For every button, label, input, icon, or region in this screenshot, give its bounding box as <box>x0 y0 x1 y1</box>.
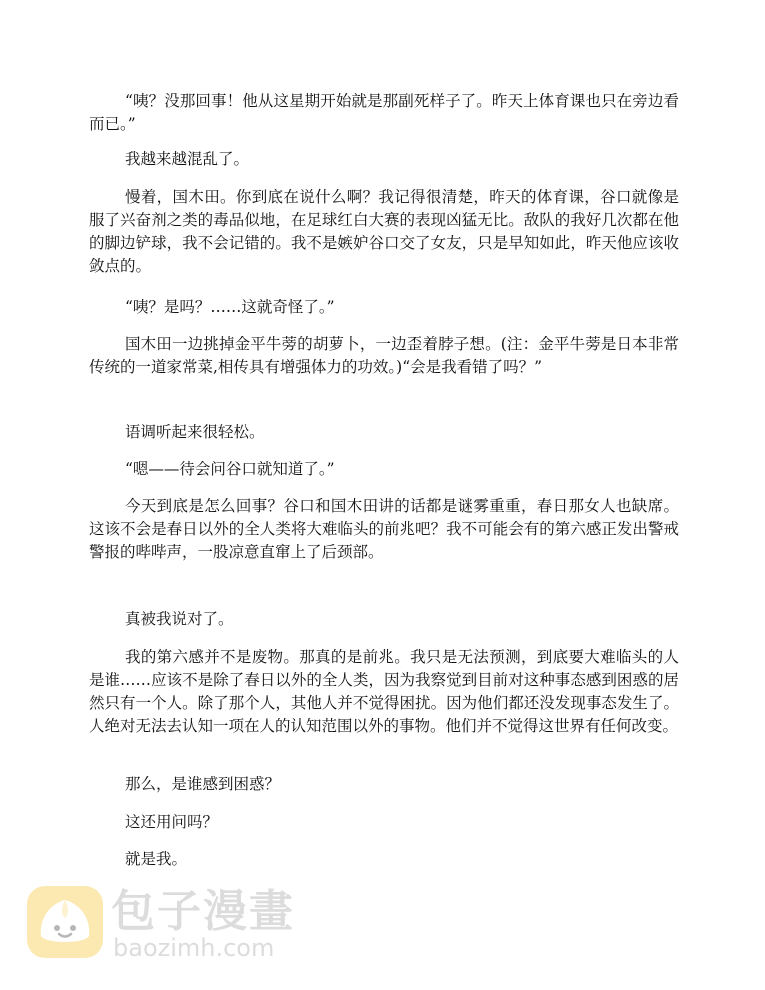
steamed-bun-logo-icon <box>25 884 105 960</box>
paragraph-4: “咦？是吗？……这就奇怪了。” <box>125 298 335 316</box>
paragraph-10: 我的第六感并不是废物。那真的是前兆。我只是无法预测，到底要大难临头的人是谁……应该不是除了春日以外的全人类，因为我察觉到目前对这种事态感到困惑的居然只有一个人。除了那个人，其他人并不觉得困扰。因为他们都还没发现事态发生了。人绝对无法去认知一项在人的认知范围以外的事物。他们并不觉得这世界有任何改变。 <box>89 648 679 735</box>
paragraph-6: 语调听起来很轻松。 <box>125 423 265 441</box>
paragraph-12: 这还用问吗？ <box>125 813 219 831</box>
paragraph-2: 我越来越混乱了。 <box>125 150 250 168</box>
paragraph-5: 国木田一边挑掉金平牛蒡的胡萝卜，一边歪着脖子想。(注：金平牛蒡是日本非常传统的一道家常菜,相传具有增强体力的功效。)“会是我看错了吗？” <box>89 335 679 376</box>
watermark-title: 包子漫畫 <box>111 886 295 937</box>
paragraph-13: 就是我。 <box>125 850 188 868</box>
watermark-domain: baozimh.com <box>113 934 275 962</box>
paragraph-11: 那么，是谁感到困惑？ <box>125 775 281 793</box>
paragraph-8: 今天到底是怎么回事？谷口和国木田讲的话都是谜雾重重，春日那女人也缺席。这该不会是春日以外的全人类将大难临头的前兆吧？我不可能会有的第六感正发出警戒警报的哔哔声，一股凉意直窜上了后颈部。 <box>89 497 679 561</box>
watermark <box>25 884 325 964</box>
paragraph-3: 慢着，国木田。你到底在说什么啊？我记得很清楚，昨天的体育课，谷口就像是服了兴奋剂之类的毒品似地，在足球红白大赛的表现凶猛无比。敌队的我好几次都在他的脚边铲球，我不会记错的。我不是嫉妒谷口交了女友，只是早知如此，昨天他应该收敛点的。 <box>89 188 679 275</box>
paragraph-9: 真被我说对了。 <box>125 610 234 628</box>
paragraph-1: “咦？没那回事！他从这星期开始就是那副死样子了。昨天上体育课也只在旁边看而已。” <box>89 92 679 133</box>
paragraph-7: “嗯——待会问谷口就知道了。” <box>125 460 335 478</box>
